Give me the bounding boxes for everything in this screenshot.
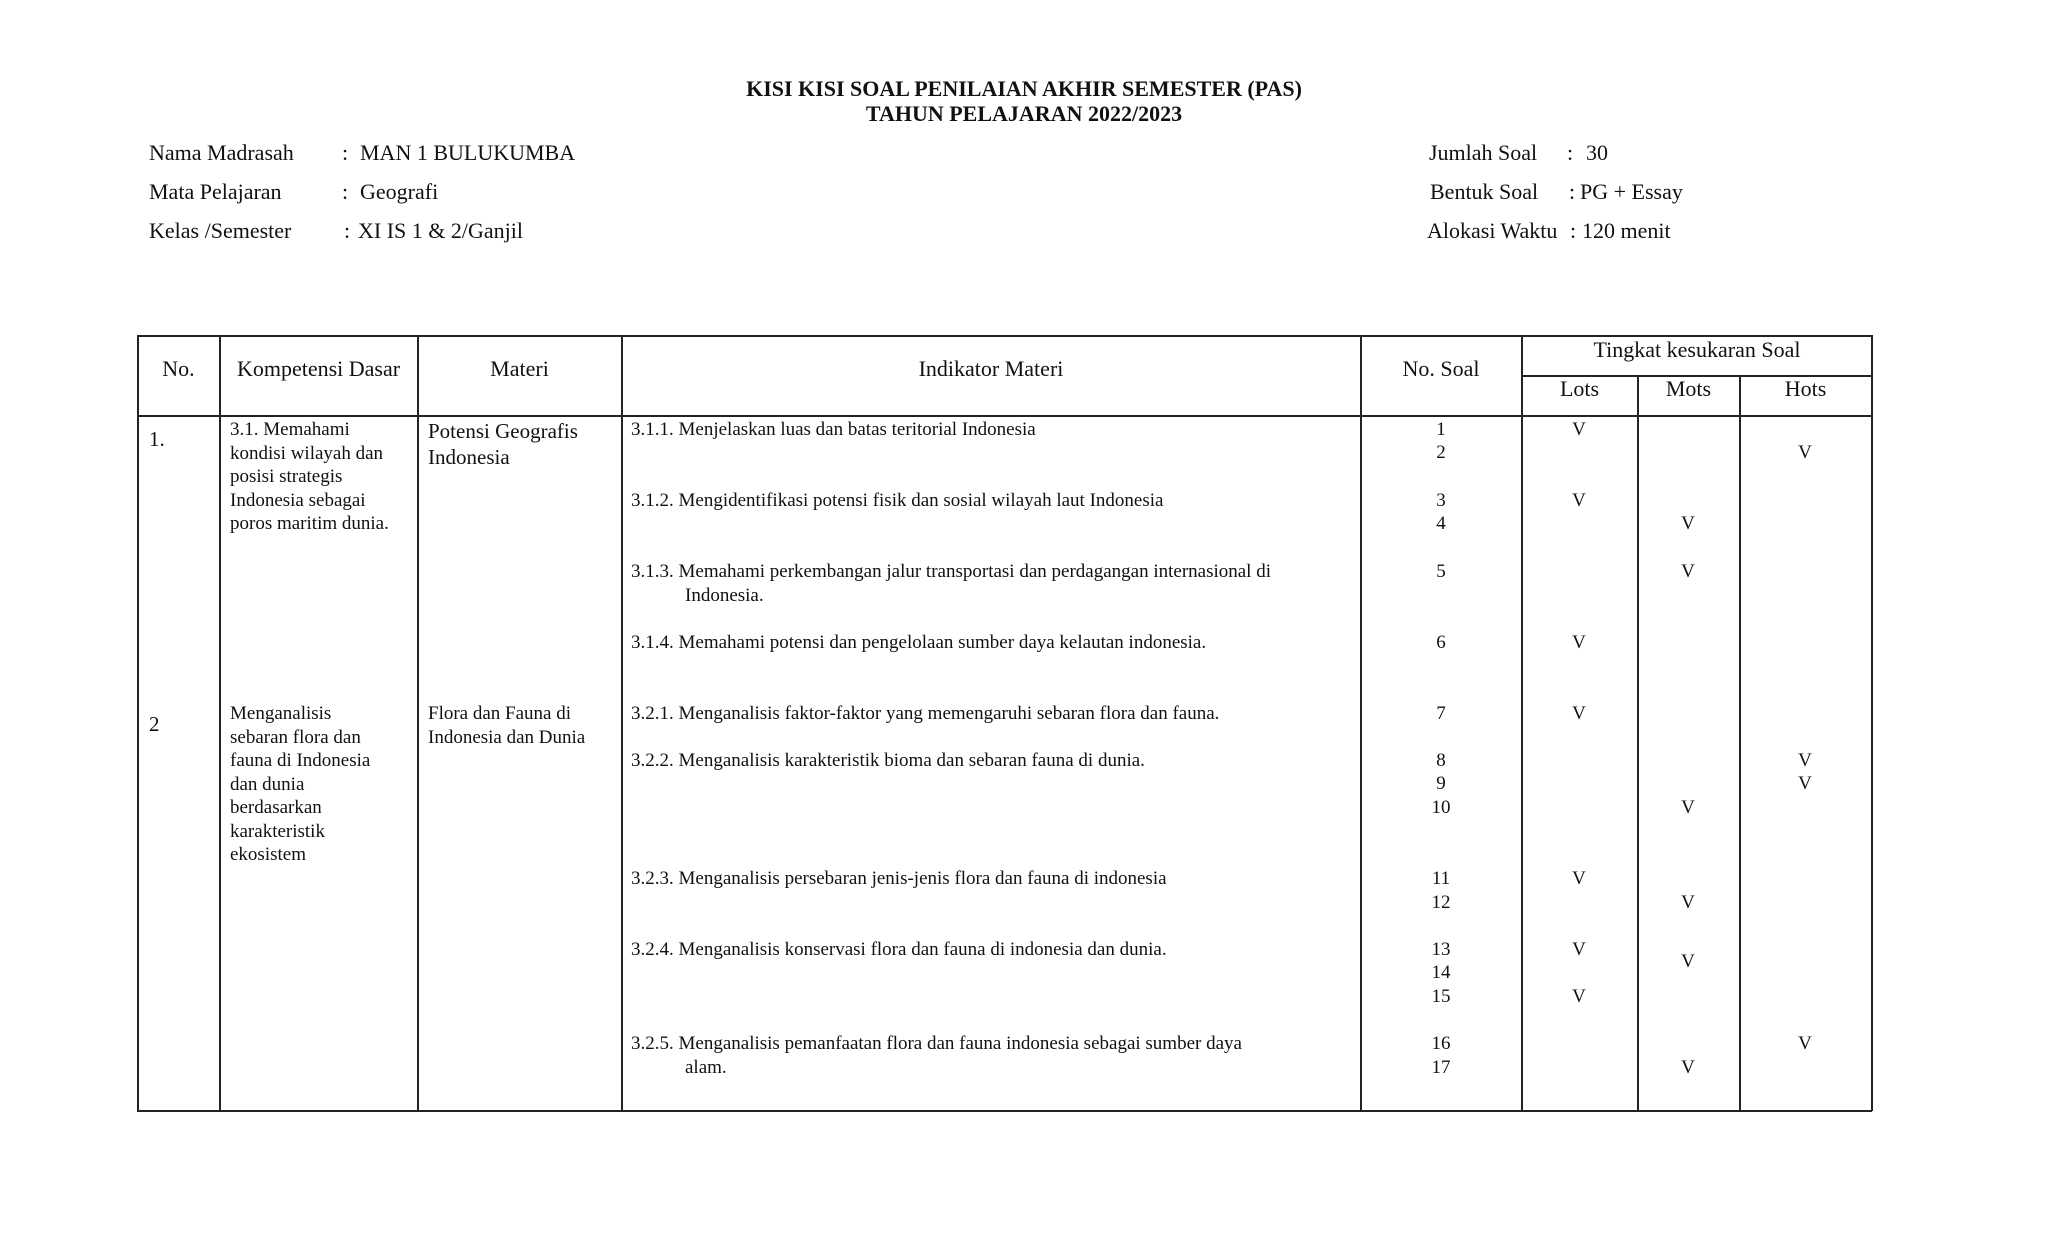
info-value-mapel: Geografi xyxy=(360,179,439,204)
soal-number: 4 xyxy=(1436,513,1446,534)
soal-number: 9 xyxy=(1436,773,1446,794)
indikator-text: 3.2.4. Menganalisis konservasi flora dan fauna di indonesia dan dunia. xyxy=(631,939,1167,960)
indikator-item xyxy=(631,867,1331,891)
header-hots: Hots xyxy=(1784,376,1827,401)
indikator-item xyxy=(631,702,1331,726)
indikator-item xyxy=(631,631,1331,655)
soal-number: 8 xyxy=(1436,750,1446,771)
soal-number: 13 xyxy=(1431,939,1451,960)
soal-number: 16 xyxy=(1431,1033,1451,1054)
table-col-line xyxy=(219,335,221,1111)
soal-number: 2 xyxy=(1436,442,1446,463)
kd-line: berdasarkan xyxy=(230,797,322,818)
info-label-bentuk: Bentuk Soal xyxy=(1430,179,1539,204)
materi-line: Indonesia xyxy=(428,445,510,469)
hots-mark: V xyxy=(1798,750,1812,771)
materi-cell xyxy=(428,702,618,749)
kd-line: kondisi wilayah dan xyxy=(230,442,384,464)
hots-mark: V xyxy=(1798,1033,1812,1054)
header-tingkat-kesukaran: Tingkat kesukaran Soal xyxy=(1593,337,1801,362)
lots-mark: V xyxy=(1572,868,1586,889)
info-sep: : xyxy=(1567,140,1574,165)
mots-mark: V xyxy=(1681,892,1695,913)
soal-number: 11 xyxy=(1431,868,1451,889)
indikator-item xyxy=(631,938,1331,962)
kd-line: Menganalisis xyxy=(230,703,332,724)
info-label-kelas: Kelas /Semester xyxy=(149,218,292,243)
table-col-line xyxy=(137,335,139,1111)
info-sep: : xyxy=(1569,179,1576,204)
header-lots: Lots xyxy=(1559,376,1600,401)
kd-line: Indonesia sebagai xyxy=(230,489,366,511)
info-value-alokasi: 120 menit xyxy=(1582,218,1671,243)
row-number: 2 xyxy=(149,712,160,736)
info-sep: : xyxy=(342,179,349,204)
lots-mark: V xyxy=(1572,703,1586,724)
info-value-madrasah: MAN 1 BULUKUMBA xyxy=(360,140,576,165)
table-header-bottom xyxy=(137,415,1872,417)
info-sep: : xyxy=(1570,218,1577,243)
soal-number: 5 xyxy=(1436,561,1446,582)
lots-mark: V xyxy=(1572,986,1586,1007)
info-sep: : xyxy=(344,218,351,243)
lots-mark: V xyxy=(1572,490,1586,511)
header-mots: Mots xyxy=(1665,376,1712,401)
info-label-alokasi: Alokasi Waktu xyxy=(1427,218,1558,243)
indikator-item xyxy=(631,418,1331,442)
header-indikator-materi: Indikator Materi xyxy=(918,356,1064,381)
indikator-item xyxy=(631,489,1331,513)
indikator-text: 3.1.3. Memahami perkembangan jalur transportasi dan perdagangan internasional di xyxy=(631,561,1271,582)
lots-mark: V xyxy=(1572,632,1586,653)
info-value-bentuk: PG + Essay xyxy=(1580,179,1683,204)
table-col-line xyxy=(1637,375,1639,1111)
soal-number: 6 xyxy=(1436,632,1446,653)
soal-number: 10 xyxy=(1431,797,1451,818)
header-materi: Materi xyxy=(490,356,549,381)
hots-mark: V xyxy=(1798,773,1812,794)
soal-number: 12 xyxy=(1431,892,1451,913)
indikator-item xyxy=(631,1032,1331,1079)
kd-line: karakteristik xyxy=(230,820,325,842)
info-label-jumlah: Jumlah Soal xyxy=(1429,140,1538,165)
document-subtitle: TAHUN PELAJARAN 2022/2023 xyxy=(865,101,1183,126)
table-border-right xyxy=(1871,335,1873,1111)
soal-number: 7 xyxy=(1436,703,1446,724)
indikator-item xyxy=(631,749,1331,773)
table-col-line xyxy=(1739,375,1741,1111)
indikator-text: 3.1.1. Menjelaskan luas dan batas teritorial Indonesia xyxy=(631,419,1036,440)
mots-mark: V xyxy=(1681,951,1695,972)
indikator-text: 3.2.2. Menganalisis karakteristik bioma dan sebaran fauna di dunia. xyxy=(631,750,1145,771)
indikator-text: 3.2.3. Menganalisis persebaran jenis-jenis flora dan fauna di indonesia xyxy=(631,868,1167,889)
soal-number: 17 xyxy=(1431,1057,1451,1078)
info-value-kelas: XI IS 1 & 2/Ganjil xyxy=(358,218,523,243)
hots-mark: V xyxy=(1798,442,1812,463)
kd-line: ekosistem xyxy=(230,844,306,865)
info-label-mapel: Mata Pelajaran xyxy=(149,179,282,204)
indikator-item xyxy=(631,560,1331,607)
kd-line: poros maritim dunia. xyxy=(230,513,389,534)
kompetensi-dasar-cell xyxy=(230,418,415,536)
kd-line: sebaran flora dan xyxy=(230,726,361,748)
lots-mark: V xyxy=(1572,939,1586,960)
materi-line: Indonesia dan Dunia xyxy=(428,726,586,748)
table-col-line xyxy=(417,335,419,1111)
materi-line: Flora dan Fauna di xyxy=(428,703,572,724)
soal-number: 1 xyxy=(1436,419,1446,440)
indikator-text: 3.2.5. Menganalisis pemanfaatan flora dan fauna indonesia sebagai sumber daya xyxy=(631,1033,1242,1054)
mots-mark: V xyxy=(1681,797,1695,818)
info-label-madrasah: Nama Madrasah xyxy=(149,140,294,165)
info-value-jumlah: 30 xyxy=(1586,140,1608,165)
kd-line: fauna di Indonesia xyxy=(230,750,371,771)
table-col-line xyxy=(1521,335,1523,1111)
kompetensi-dasar-cell xyxy=(230,702,415,867)
header-no: No. xyxy=(162,356,195,381)
row-number: 1. xyxy=(149,427,165,451)
indikator-text-continued: alam. xyxy=(685,1056,727,1078)
table-border-bottom xyxy=(137,1110,1872,1112)
kd-line: posisi strategis xyxy=(230,466,343,487)
header-no-soal: No. Soal xyxy=(1402,356,1480,381)
indikator-text: 3.2.1. Menganalisis faktor-faktor yang memengaruhi sebaran flora dan fauna. xyxy=(631,703,1220,724)
info-sep: : xyxy=(342,140,349,165)
header-kompetensi-dasar: Kompetensi Dasar xyxy=(236,356,401,381)
mots-mark: V xyxy=(1681,513,1695,534)
materi-cell xyxy=(428,418,618,470)
kd-line: dan dunia xyxy=(230,773,305,795)
soal-number: 15 xyxy=(1431,986,1451,1007)
indikator-text: 3.1.2. Mengidentifikasi potensi fisik dan sosial wilayah laut Indonesia xyxy=(631,490,1164,511)
mots-mark: V xyxy=(1681,1057,1695,1078)
kd-line: 3.1. Memahami xyxy=(230,419,350,440)
lots-mark: V xyxy=(1572,419,1586,440)
mots-mark: V xyxy=(1681,561,1695,582)
soal-number: 14 xyxy=(1431,962,1451,983)
soal-number: 3 xyxy=(1436,490,1446,511)
indikator-text-continued: Indonesia. xyxy=(685,584,764,606)
document-title: KISI KISI SOAL PENILAIAN AKHIR SEMESTER (PAS) xyxy=(746,76,1302,101)
indikator-text: 3.1.4. Memahami potensi dan pengelolaan sumber daya kelautan indonesia. xyxy=(631,632,1207,653)
table-col-line xyxy=(621,335,623,1111)
materi-line: Potensi Geografis xyxy=(428,419,578,443)
